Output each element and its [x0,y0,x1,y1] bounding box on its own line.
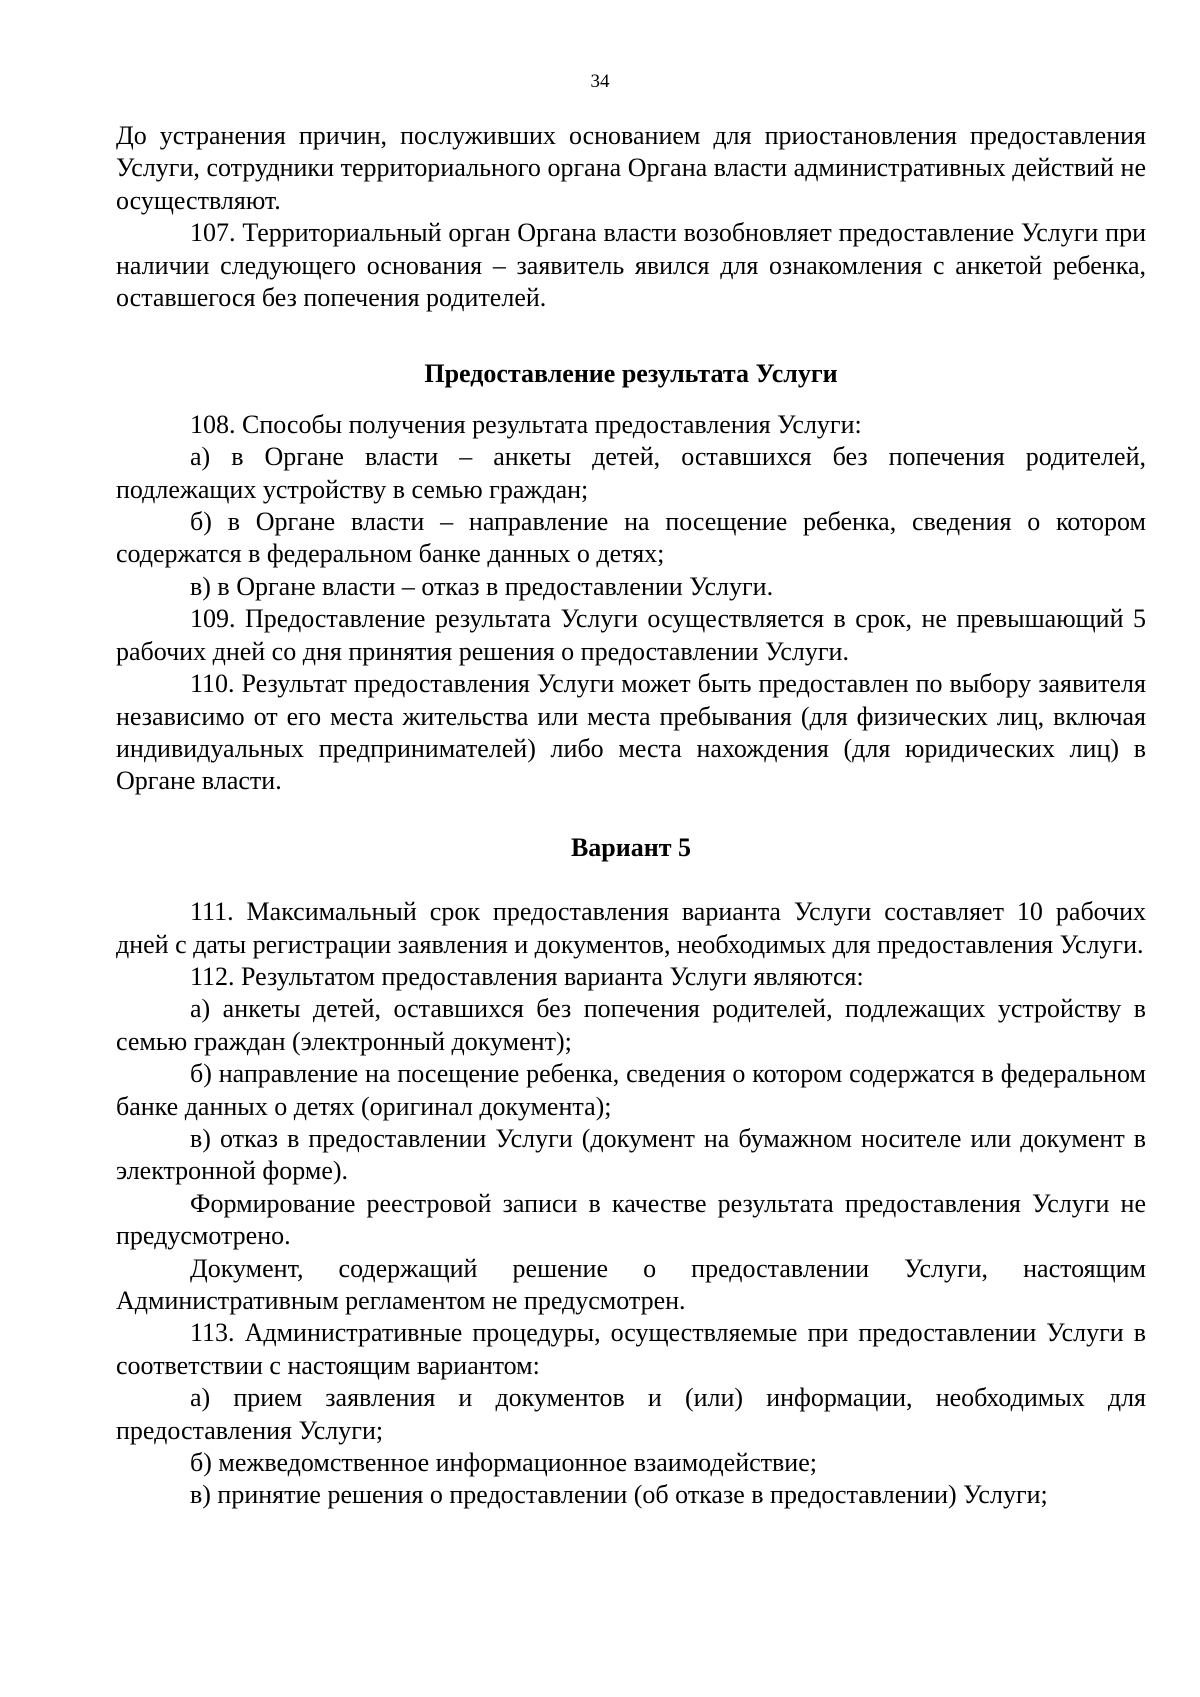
list-item-a: а) в Органе власти – анкеты детей, оставшихся без попечения родителей, подлежащих устройству в семью граждан; [116,442,1146,504]
paragraph-107: 107. Территориальный орган Органа власти возобновляет предоставление Услуги при наличии следующего основания – заявитель явился для ознакомления с анкетой ребенка, оставшегося без попечения родителей. [116,218,1146,313]
list-item-b: б) межведомственное информационное взаимодействие; [190,1448,817,1478]
list-item-v: в) в Органе власти – отказ в предоставлении Услуги. [190,571,774,601]
paragraph-108: 108. Способы получения результата предоставления Услуги: [190,409,862,439]
paragraph: До устранения причин, послуживших основанием для приостановления предоставления Услуги, сотрудники территориального органа Органа власти административных действий не осуществляют. [116,121,1146,215]
paragraph-111: 111. Максимальный срок предоставления варианта Услуги составляет 10 рабочих дней с даты регистрации заявления и документов, необходимых для предоставления Услуги. [116,897,1146,959]
section-heading-variant: Вариант 5 [570,832,692,862]
list-item-a: а) прием заявления и документов и (или) информации, необходимых для предоставления Услуги; [116,1383,1146,1445]
document-body [116,120,1146,1512]
list-item-a: а) анкеты детей, оставшихся без попечения родителей, подлежащих устройству в семью граждан (электронный документ); [116,994,1146,1056]
paragraph: Документ, содержащий решение о предоставлении Услуги, настоящим Административным регламентом не предусмотрен. [116,1253,1146,1315]
list-item-v: в) отказ в предоставлении Услуги (документ на бумажном носителе или документ в электронной форме). [116,1123,1146,1186]
paragraph-109: 109. Предоставление результата Услуги осуществляется в срок, не превышающий 5 рабочих дней со дня принятия решения о предоставлении Услуги. [116,604,1146,666]
paragraph-113: 113. Административные процедуры, осуществляемые при предоставлении Услуги в соответствии с настоящим вариантом: [116,1318,1146,1380]
list-item-b: б) в Органе власти – направление на посещение ребенка, сведения о котором содержатся в федеральном банке данных о детях; [116,507,1146,569]
page-number: 34 [590,71,610,92]
paragraph-110: 110. Результат предоставления Услуги может быть предоставлен по выбору заявителя независимо от его места жительства или места пребывания (для физических лиц, включая индивидуальных предпринимателей) либо места нахождения (для юридических лиц) в Органе власти. [116,669,1146,796]
section-heading-result: Предоставление результата Услуги [424,359,838,389]
list-item-b: б) направление на посещение ребенка, сведения о котором содержатся в федеральном банке данных о детях (оригинал документа); [116,1059,1146,1121]
paragraph: Формирование реестровой записи в качестве результата предоставления Услуги не предусмотрено. [116,1188,1146,1251]
paragraph-112: 112. Результатом предоставления варианта Услуги являются: [190,961,864,991]
list-item-v: в) принятие решения о предоставлении (об отказе в предоставлении) Услуги; [190,1480,1048,1510]
